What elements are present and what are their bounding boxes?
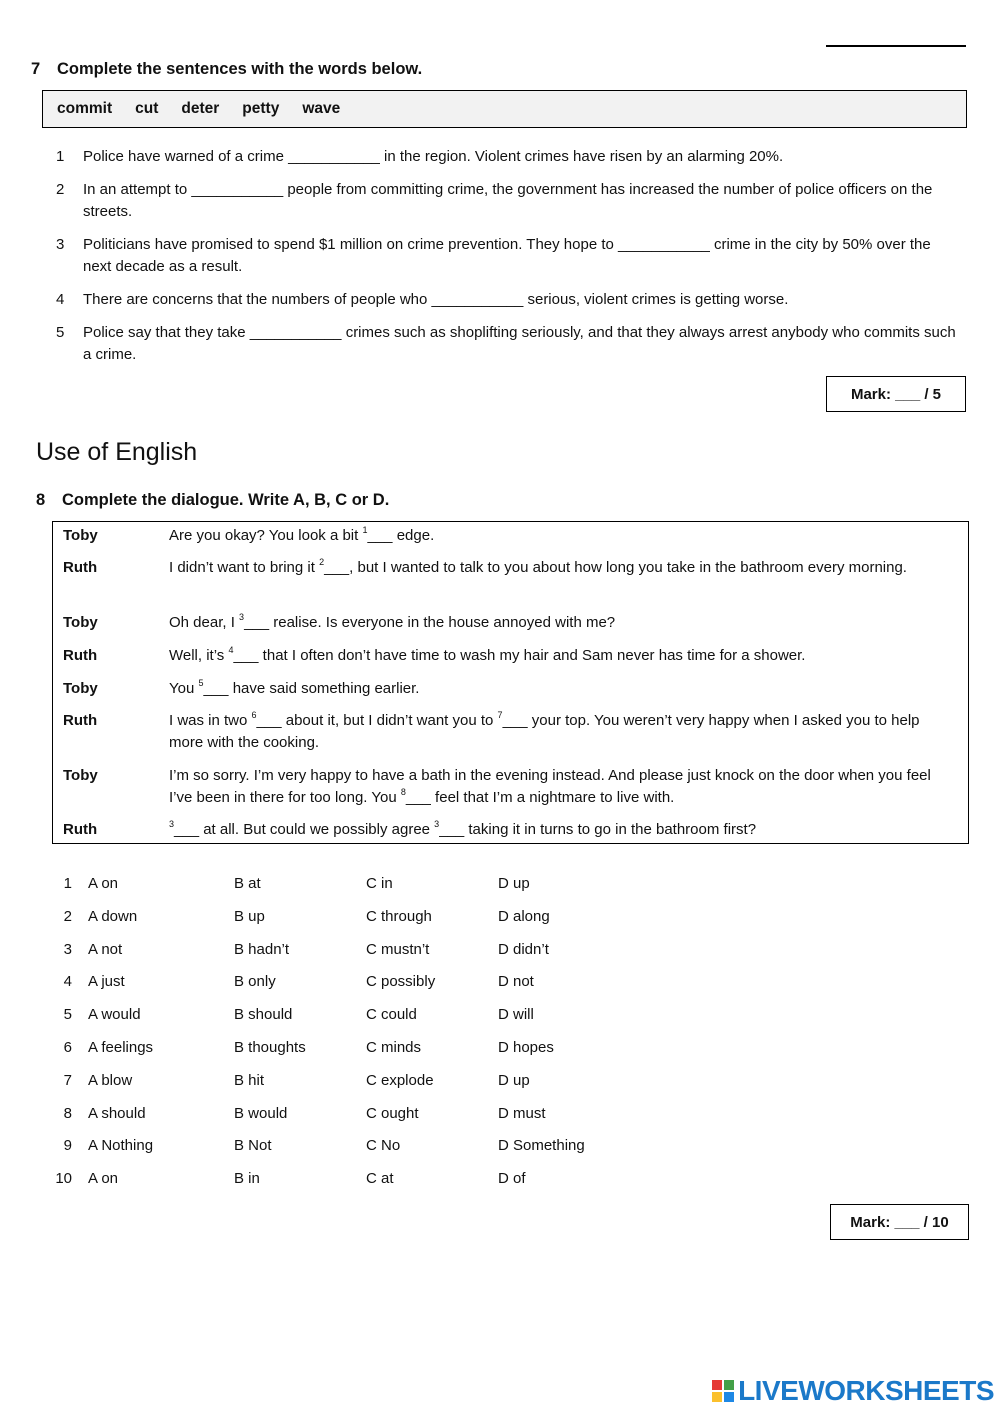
ex8-instruction: Complete the dialogue. Write A, B, C or D. xyxy=(62,491,390,509)
name-line xyxy=(826,45,966,47)
option-row xyxy=(52,1072,652,1094)
option-a: A on xyxy=(88,1170,119,1188)
gap-number: 3 xyxy=(169,819,175,829)
option-a: A feelings xyxy=(88,1039,154,1056)
option-d: D of xyxy=(498,1170,526,1188)
gap-number: 8 xyxy=(400,787,406,797)
word-bank xyxy=(42,90,967,128)
list-item xyxy=(56,179,961,223)
item-number: 1 xyxy=(56,148,65,165)
option-c: C minds xyxy=(366,1039,422,1056)
option-a: A blow xyxy=(88,1071,133,1089)
option-b: B hadn’t xyxy=(234,940,290,958)
logo-text: LIVEWORKSHEETS xyxy=(738,1375,994,1406)
option-b: B thoughts xyxy=(234,1039,306,1056)
speaker: Ruth xyxy=(63,712,98,729)
dialogue-line xyxy=(63,645,954,667)
gap-number: 4 xyxy=(228,645,234,655)
option-number: 2 xyxy=(63,907,72,925)
dialogue-line xyxy=(63,557,954,579)
option-a: A on xyxy=(88,875,119,892)
option-a: A should xyxy=(88,1104,146,1122)
ex7-sentence-list xyxy=(56,146,961,377)
option-c: C mustn’t xyxy=(366,940,430,958)
dialogue-text: I was in two $^6$___ about it, but I didn’t want you to $^7$___ your top. You weren’t very happy when I asked you to help more with the cooking. xyxy=(169,710,920,751)
option-row xyxy=(52,908,652,930)
ex7-number: 7 xyxy=(31,60,41,78)
ex7-mark-box: Mark: ___ / 5 xyxy=(826,376,966,412)
gap-number: 2 xyxy=(319,557,325,567)
ex8-number: 8 xyxy=(36,491,46,509)
dialogue-line xyxy=(63,678,954,700)
option-d: D along xyxy=(498,907,550,925)
option-c: C explode xyxy=(366,1071,434,1089)
option-a: A down xyxy=(88,907,138,925)
ex8-mark-box: Mark: ___ / 10 xyxy=(830,1204,969,1240)
option-d: D hopes xyxy=(498,1039,554,1056)
gap-number: 3 xyxy=(239,612,245,622)
option-row xyxy=(52,941,652,963)
option-d: D not xyxy=(498,973,534,991)
liveworksheets-logo xyxy=(712,1375,994,1407)
option-row xyxy=(52,973,652,995)
option-row xyxy=(52,1105,652,1127)
logo-icon xyxy=(712,1380,734,1402)
list-item xyxy=(56,146,961,168)
option-c: C possibly xyxy=(366,973,436,991)
option-b: B should xyxy=(234,1006,293,1024)
list-item xyxy=(56,289,961,311)
word-bank-item: deter xyxy=(181,100,220,117)
option-number: 9 xyxy=(63,1137,72,1155)
speaker: Toby xyxy=(63,680,98,697)
option-number: 3 xyxy=(63,940,72,958)
option-c: C No xyxy=(366,1137,401,1155)
option-b: B would xyxy=(234,1104,288,1122)
option-number: 6 xyxy=(63,1039,72,1056)
option-a: A Nothing xyxy=(88,1137,154,1155)
list-item xyxy=(56,322,961,366)
option-b: B up xyxy=(234,907,265,925)
ex8-heading xyxy=(36,491,389,510)
sentence-text: In an attempt to ___________ people from committing crime, the government has increased the number of police officers on the streets. xyxy=(83,181,933,220)
word-bank-item: cut xyxy=(135,100,159,117)
word-bank-item: wave xyxy=(302,100,341,117)
dialogue-text: I’m so sorry. I’m very happy to have a bath in the evening instead. And please just knock on the door when you feel I’ve been in there for too long. You $^8$___ feel that I’m a nightmare to live with. xyxy=(169,767,931,806)
dialogue-line xyxy=(63,710,954,754)
speaker: Ruth xyxy=(63,821,98,838)
option-b: B only xyxy=(234,973,276,991)
gap-number: 5 xyxy=(198,678,204,688)
dialogue-text: Well, it’s $^4$___ that I often don’t have time to wash my hair and Sam never has time for a shower. xyxy=(169,645,806,664)
speaker: Ruth xyxy=(63,559,98,576)
speaker: Toby xyxy=(63,614,98,631)
gap-number: 1 xyxy=(362,525,368,535)
speaker: Ruth xyxy=(63,647,98,664)
option-row xyxy=(52,1006,652,1028)
option-a: A just xyxy=(88,973,125,991)
option-d: D up xyxy=(498,875,530,892)
option-number: 5 xyxy=(63,1006,72,1024)
option-b: B Not xyxy=(234,1137,272,1155)
item-number: 3 xyxy=(56,236,65,253)
option-c: C at xyxy=(366,1170,394,1188)
option-row xyxy=(52,1137,652,1159)
sentence-text: Police have warned of a crime ___________ in the region. Violent crimes have risen by an alarming 20%. xyxy=(83,148,784,165)
ex7-instruction: Complete the sentences with the words below. xyxy=(57,60,423,78)
dialogue-line xyxy=(63,765,954,809)
option-c: C could xyxy=(366,1006,417,1024)
option-number: 7 xyxy=(63,1071,72,1089)
option-row xyxy=(52,1170,652,1192)
option-b: B in xyxy=(234,1170,260,1188)
option-row xyxy=(52,875,652,897)
option-c: C in xyxy=(366,875,393,892)
option-a: A not xyxy=(88,940,123,958)
option-b: B hit xyxy=(234,1071,265,1089)
gap-number: 3 xyxy=(434,819,440,829)
dialogue-text: You $^5$___ have said something earlier. xyxy=(169,678,420,697)
option-d: D up xyxy=(498,1071,530,1089)
option-row xyxy=(52,1039,652,1061)
dialogue-line xyxy=(63,525,954,547)
ex7-heading xyxy=(31,60,422,79)
dialogue-text: Are you okay? You look a bit $^1$___ edge. xyxy=(169,525,435,544)
list-item xyxy=(56,234,961,278)
item-number: 4 xyxy=(56,291,65,308)
dialogue-text: I didn’t want to bring it $^2$___, but I wanted to talk to you about how long you take in the bathroom every morning. xyxy=(169,557,907,576)
speaker: Toby xyxy=(63,767,98,784)
sentence-text: There are concerns that the numbers of people who ___________ serious, violent crimes is getting worse. xyxy=(83,291,789,308)
dialogue-line xyxy=(63,819,954,841)
speaker: Toby xyxy=(63,527,98,544)
dialogue-line xyxy=(63,612,954,634)
option-d: D didn’t xyxy=(498,940,549,958)
dialogue-text: Oh dear, I $^3$___ realise. Is everyone in the house annoyed with me? xyxy=(169,612,616,631)
option-c: C through xyxy=(366,907,432,925)
item-number: 2 xyxy=(56,181,65,198)
option-number: 4 xyxy=(63,973,72,991)
sentence-text: Politicians have promised to spend $1 million on crime prevention. They hope to ___________ crime in the city by 50% over the next decade as a result. xyxy=(83,236,931,275)
option-c: C ought xyxy=(366,1104,419,1122)
sentence-text: Police say that they take ___________ crimes such as shoplifting seriously, and that they always arrest anybody who commits such a crime. xyxy=(83,324,956,363)
section-title: Use of English xyxy=(36,438,198,466)
option-b: B at xyxy=(234,875,261,892)
dialogue-text: $^3$___ at all. But could we possibly agree $^3$___ taking it in turns to go in the bathroom first? xyxy=(169,819,757,838)
dialogue-box xyxy=(52,521,969,844)
gap-number: 6 xyxy=(251,710,257,720)
option-number: 8 xyxy=(63,1104,72,1122)
option-d: D will xyxy=(498,1006,534,1024)
option-a: A would xyxy=(88,1006,141,1024)
item-number: 5 xyxy=(56,324,65,341)
gap-number: 7 xyxy=(497,710,503,720)
word-bank-item: petty xyxy=(242,100,280,117)
word-bank-item: commit xyxy=(57,100,113,117)
option-number: 10 xyxy=(55,1170,72,1188)
option-number: 1 xyxy=(63,875,72,892)
option-d: D Something xyxy=(498,1137,585,1155)
option-d: D must xyxy=(498,1104,546,1122)
